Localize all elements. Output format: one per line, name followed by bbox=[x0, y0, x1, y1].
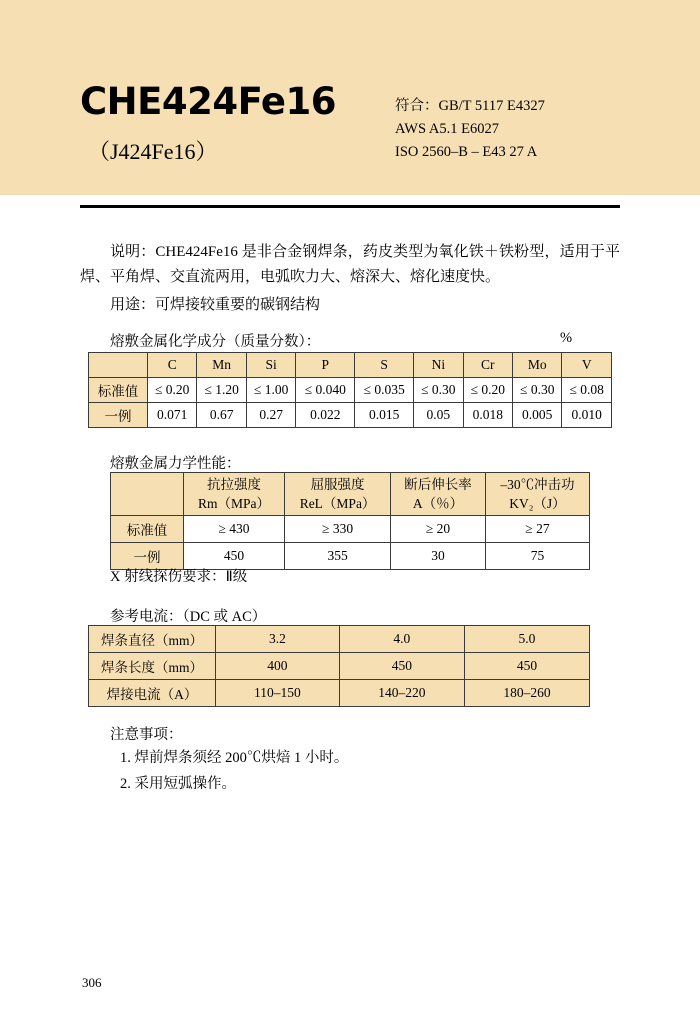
table-row bbox=[89, 653, 590, 680]
cur-row-2-v1: 140–220 bbox=[339, 680, 464, 707]
mech-row-0-yield: ≥ 330 bbox=[284, 516, 390, 543]
description-paragraph bbox=[80, 240, 620, 290]
note-item-1: 1. 焊前焊条须经 200℃烘焙 1 小时。 bbox=[120, 750, 349, 766]
chem-row-1-ni: 0.05 bbox=[414, 403, 463, 428]
mech-col-yield-line1: 屈服强度 bbox=[310, 477, 365, 492]
notes-list bbox=[120, 745, 348, 797]
mech-col-0 bbox=[111, 473, 184, 516]
chem-row-0-p: ≤ 0.040 bbox=[296, 378, 355, 403]
chem-row-0-mn: ≤ 1.20 bbox=[197, 378, 246, 403]
mech-row-1-elongation: 30 bbox=[391, 543, 486, 570]
mech-row-1-tensile: 450 bbox=[184, 543, 285, 570]
chem-row-0-v: ≤ 0.08 bbox=[562, 378, 612, 403]
reference-current-table bbox=[88, 625, 590, 707]
mech-row-1-impact: 75 bbox=[485, 543, 589, 570]
cur-row-1-v2: 450 bbox=[464, 653, 589, 680]
chem-col-si: Si bbox=[246, 353, 295, 378]
table-row bbox=[111, 516, 590, 543]
chem-col-v: V bbox=[562, 353, 612, 378]
note-item-2: 2. 采用短弧操作。 bbox=[120, 776, 236, 792]
cur-row-1-v0: 400 bbox=[216, 653, 340, 680]
cur-row-2-name: 焊接电流（A） bbox=[89, 680, 216, 707]
chem-row-1-cr: 0.018 bbox=[463, 403, 512, 428]
mechanical-section-label: 熔敷金属力学性能： bbox=[110, 456, 241, 472]
mech-row-1-name: 一例 bbox=[111, 543, 184, 570]
chem-row-0-cr: ≤ 0.20 bbox=[463, 378, 512, 403]
chem-col-ni: Ni bbox=[414, 353, 463, 378]
current-section-label: 参考电流：（DC 或 AC） bbox=[110, 609, 267, 625]
cur-row-2-v2: 180–260 bbox=[464, 680, 589, 707]
page-number: 306 bbox=[82, 975, 102, 990]
mech-row-1-yield: 355 bbox=[284, 543, 390, 570]
standards-list bbox=[395, 95, 545, 164]
table-row bbox=[89, 403, 612, 428]
mech-row-0-impact: ≥ 27 bbox=[485, 516, 589, 543]
chem-row-0-mo: ≤ 0.30 bbox=[513, 378, 562, 403]
chem-row-0-name: 标准值 bbox=[89, 378, 148, 403]
chem-row-1-mn: 0.67 bbox=[197, 403, 246, 428]
cur-row-1-name: 焊条长度（mm） bbox=[89, 653, 216, 680]
mechanical-properties-table bbox=[110, 472, 590, 570]
cur-row-0-v1: 4.0 bbox=[339, 626, 464, 653]
page-title: CHE424Fe16 bbox=[80, 80, 336, 123]
mech-col-impact-line1: –30℃冲击功 bbox=[500, 477, 575, 492]
standard-line-3: ISO 2560–B – E43 27 A bbox=[395, 144, 538, 160]
description-text: 说明：CHE424Fe16 是非合金钢焊条，药皮类型为氧化铁＋铁粉型，适用于平焊、平角焊、交直流两用，电弧吹力大、熔深大、熔化速度快。 bbox=[80, 244, 620, 285]
mech-col-impact bbox=[485, 473, 589, 516]
chem-row-1-p: 0.022 bbox=[296, 403, 355, 428]
chem-col-c: C bbox=[148, 353, 197, 378]
cur-row-0-v2: 5.0 bbox=[464, 626, 589, 653]
mech-col-yield bbox=[284, 473, 390, 516]
mech-col-elongation bbox=[391, 473, 486, 516]
cur-row-0-v0: 3.2 bbox=[216, 626, 340, 653]
chem-col-p: P bbox=[296, 353, 355, 378]
mech-col-tensile bbox=[184, 473, 285, 516]
mech-col-elongation-line1: 断后伸长率 bbox=[404, 477, 472, 492]
chemical-unit-label: % bbox=[560, 330, 573, 346]
mech-col-impact-line2: KV₂（J） bbox=[509, 496, 566, 511]
table-row bbox=[89, 378, 612, 403]
chem-col-mo: Mo bbox=[513, 353, 562, 378]
cur-row-1-v1: 450 bbox=[339, 653, 464, 680]
chem-row-1-mo: 0.005 bbox=[513, 403, 562, 428]
usage-text: 用途：可焊接较重要的碳钢结构 bbox=[110, 297, 321, 313]
chem-col-cr: Cr bbox=[463, 353, 512, 378]
table-row bbox=[89, 626, 590, 653]
page-subtitle: （J424Fe16） bbox=[88, 139, 218, 164]
mech-row-0-tensile: ≥ 430 bbox=[184, 516, 285, 543]
chem-row-0-si: ≤ 1.00 bbox=[246, 378, 295, 403]
chem-row-1-name: 一例 bbox=[89, 403, 148, 428]
standard-line-2: AWS A5.1 E6027 bbox=[395, 121, 499, 137]
mech-row-0-name: 标准值 bbox=[111, 516, 184, 543]
chem-col-0 bbox=[89, 353, 148, 378]
chem-col-s: S bbox=[355, 353, 414, 378]
chemical-composition-table bbox=[88, 352, 612, 428]
mech-col-tensile-line2: Rm（MPa） bbox=[197, 496, 270, 511]
chem-row-1-s: 0.015 bbox=[355, 403, 414, 428]
chem-row-1-si: 0.27 bbox=[246, 403, 295, 428]
chemical-section-label: 熔敷金属化学成分（质量分数）： bbox=[110, 334, 321, 350]
chem-col-mn: Mn bbox=[197, 353, 246, 378]
mech-col-tensile-line1: 抗拉强度 bbox=[206, 477, 261, 492]
table-header-row bbox=[89, 353, 612, 378]
chem-row-1-c: 0.071 bbox=[148, 403, 197, 428]
mech-row-0-elongation: ≥ 20 bbox=[391, 516, 486, 543]
usage-paragraph bbox=[80, 293, 620, 318]
header-divider bbox=[80, 205, 620, 208]
chem-row-0-ni: ≤ 0.30 bbox=[414, 378, 463, 403]
mech-col-elongation-line2: A（％） bbox=[412, 496, 464, 511]
notes-section-label: 注意事项： bbox=[110, 727, 183, 743]
table-header-row bbox=[111, 473, 590, 516]
table-row bbox=[89, 680, 590, 707]
chem-row-0-s: ≤ 0.035 bbox=[355, 378, 414, 403]
cur-row-0-name: 焊条直径（mm） bbox=[89, 626, 216, 653]
standard-line-1: 符合：GB/T 5117 E4327 bbox=[395, 98, 545, 114]
cur-row-2-v0: 110–150 bbox=[216, 680, 340, 707]
xray-requirement-label: X 射线探伤要求：Ⅱ级 bbox=[110, 569, 248, 585]
mech-col-yield-line2: ReL（MPa） bbox=[299, 496, 376, 511]
chem-row-0-c: ≤ 0.20 bbox=[148, 378, 197, 403]
chem-row-1-v: 0.010 bbox=[562, 403, 612, 428]
